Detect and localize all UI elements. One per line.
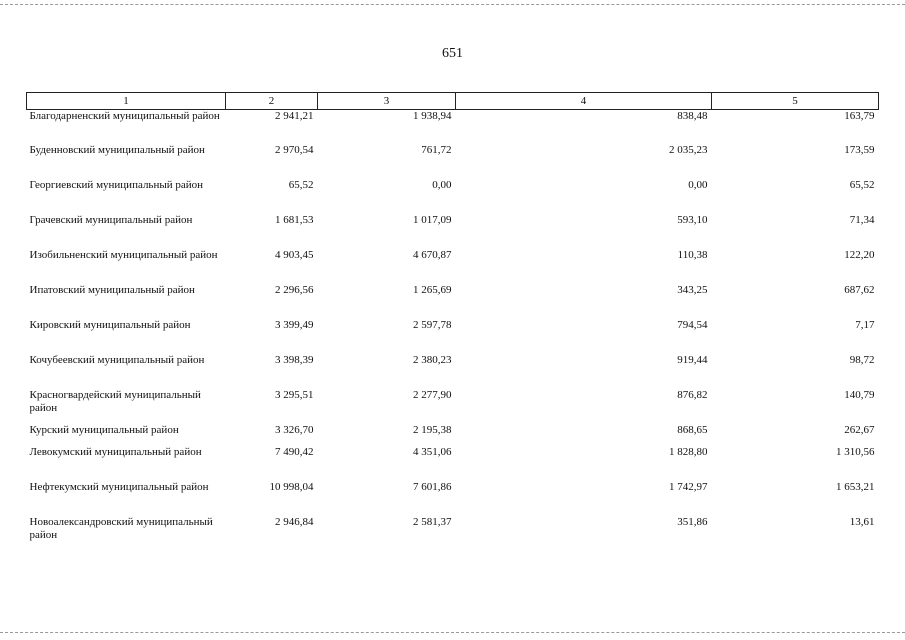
value-col-5: 65,52 [849,179,875,191]
value-col-2: 3 399,49 [275,319,314,331]
column-header-3: 3 [318,93,456,110]
page-number: 651 [442,46,463,61]
value-col-4: 110,38 [677,249,708,261]
value-col-3: 2 597,78 [413,319,452,331]
value-col-4: 876,82 [677,389,708,401]
district-name: Грачевский муниципальный район [29,214,193,226]
value-col-4: 2 035,23 [669,144,708,156]
value-col-4: 593,10 [677,214,708,226]
value-col-5: 1 653,21 [836,481,875,493]
value-col-5: 122,20 [844,249,875,261]
value-col-2: 3 295,51 [275,389,314,401]
value-col-3: 1 017,09 [413,214,452,226]
value-col-4: 1 828,80 [669,446,708,458]
value-col-3: 2 195,38 [413,424,452,436]
value-col-2: 3 326,70 [275,424,314,436]
value-col-4: 343,25 [677,284,708,296]
value-col-5: 98,72 [849,354,875,366]
value-col-5: 173,59 [844,144,875,156]
value-col-4: 838,48 [677,110,708,122]
value-col-3: 1 265,69 [413,284,452,296]
district-name: Буденновский муниципальный район [29,144,205,156]
value-col-5: 71,34 [849,214,875,226]
value-col-2: 3 398,39 [275,354,314,366]
table-row [27,179,879,214]
scan-edge-top [0,4,905,5]
value-col-5: 687,62 [844,284,875,296]
district-name: Левокумский муниципальный район [29,446,202,458]
district-name: Георгиевский муниципальный район [29,179,204,191]
value-col-2: 1 681,53 [275,214,314,226]
table-row [27,319,879,354]
table-row [27,446,879,481]
table-row [27,481,879,516]
district-name: Изобильненский муниципальный район [29,249,218,261]
value-col-5: 1 310,56 [836,446,875,458]
district-name: Новоалександровский муниципальный район [29,516,213,541]
value-col-5: 7,17 [855,319,875,331]
table-row [27,144,879,179]
value-col-4: 1 742,97 [669,481,708,493]
column-header-2: 2 [226,93,318,110]
value-col-3: 4 351,06 [413,446,452,458]
column-header-5: 5 [712,93,879,110]
district-name: Кочубеевский муниципальный район [29,354,205,366]
value-col-5: 140,79 [844,389,875,401]
column-header-4: 4 [456,93,712,110]
district-name: Ипатовский муниципальный район [29,284,195,296]
table-row [27,110,879,145]
value-col-2: 7 490,42 [275,446,314,458]
district-name: Благодарненский муниципальный район [29,110,220,122]
header-row [27,93,879,110]
value-col-2: 10 998,04 [269,481,314,493]
value-col-2: 2 970,54 [275,144,314,156]
district-name: Нефтекумский муниципальный район [29,481,209,493]
value-col-3: 2 581,37 [413,516,452,528]
value-col-2: 2 296,56 [275,284,314,296]
value-col-5: 262,67 [844,424,875,436]
value-col-2: 2 946,84 [275,516,314,528]
value-col-2: 2 941,21 [275,110,314,122]
data-table [26,92,879,551]
value-col-5: 13,61 [849,516,875,528]
value-col-3: 7 601,86 [413,481,452,493]
column-header-1: 1 [27,93,226,110]
district-name: Курский муниципальный район [29,424,179,436]
value-col-3: 761,72 [421,144,452,156]
table-row [27,249,879,284]
table-row [27,354,879,389]
value-col-3: 1 938,94 [413,110,452,122]
value-col-4: 794,54 [677,319,708,331]
value-col-4: 919,44 [677,354,708,366]
table-row [27,214,879,249]
district-name: Красногвардейский муниципальный район [29,389,201,414]
value-col-4: 351,86 [677,516,708,528]
table-row [27,424,879,446]
table-row [27,284,879,319]
value-col-5: 163,79 [844,110,875,122]
value-col-4: 0,00 [688,179,708,191]
table-row [27,516,879,551]
table-row [27,389,879,424]
value-col-3: 2 380,23 [413,354,452,366]
value-col-3: 0,00 [432,179,452,191]
value-col-2: 65,52 [288,179,314,191]
value-col-4: 868,65 [677,424,708,436]
scan-edge-bottom [0,632,905,633]
value-col-2: 4 903,45 [275,249,314,261]
district-name: Кировский муниципальный район [29,319,191,331]
value-col-3: 2 277,90 [413,389,452,401]
value-col-3: 4 670,87 [413,249,452,261]
